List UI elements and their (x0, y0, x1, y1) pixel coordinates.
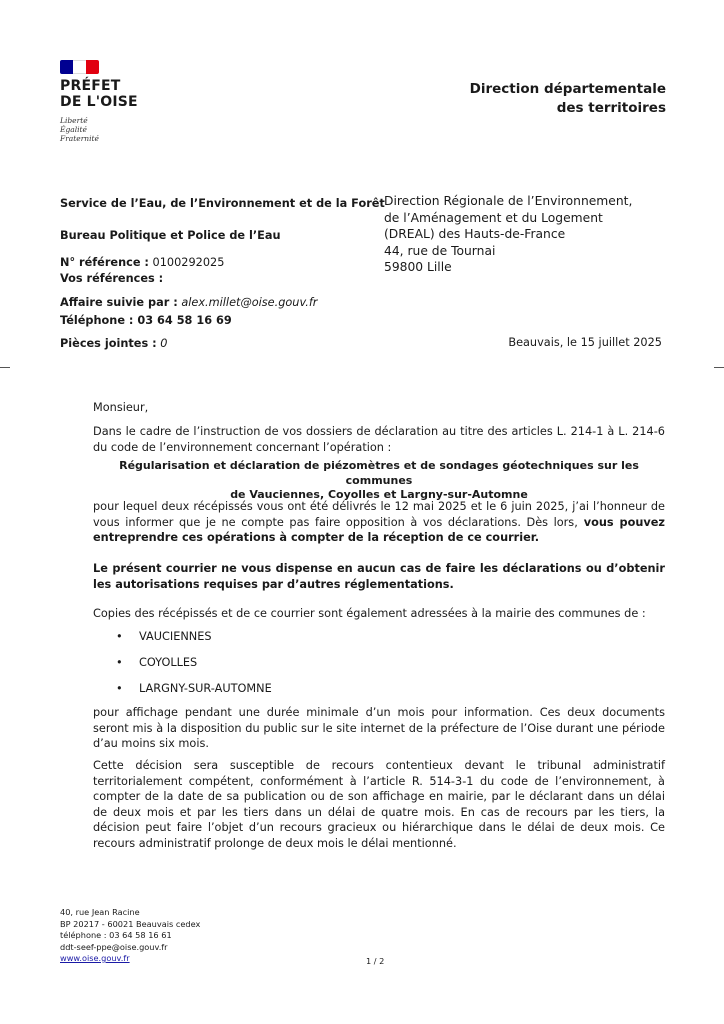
operation-title (93, 459, 665, 503)
affaire-label: Affaire suivie par : (60, 296, 178, 309)
footer-email: ddt-seef-ppe@oise.gouv.fr (60, 941, 168, 952)
attachments-label: Pièces jointes : (60, 337, 157, 350)
fold-mark-left (0, 367, 10, 368)
prefecture-logo-text (60, 78, 138, 110)
page-number: 1 / 2 (366, 956, 385, 966)
marianne-flag-icon (60, 60, 99, 74)
recipient-line-1: Direction Régionale de l’Environnement, (384, 194, 633, 208)
paragraph-appeal: Cette décision sera susceptible de recours contentieux devant le tribunal administratif territorialement compétent, conformément à l’article R. 514-3-1 du code de l’environnement, à compter de la date de sa publication ou de son affichage en mairie, par le déclarant dans un délai de deux mois et par les tiers dans un délai de quatre mois. En cas de recours par les tiers, la décision peut faire l’objet d’un recours gracieux ou hiérarchique dans le délai de deux mois. Ce recours administratif prolonge de deux mois le délai mentionné. (93, 759, 665, 850)
direction-line-2: des territoires (556, 100, 666, 116)
bullet-icon: • (116, 682, 123, 695)
recipient-line-5: 59800 Lille (384, 260, 452, 274)
telephone-value: 03 64 58 16 69 (133, 314, 232, 327)
list-item (116, 630, 212, 643)
attachments-value: 0 (156, 337, 168, 350)
direction-line-1: Direction départementale (469, 81, 666, 97)
commune-name: COYOLLES (139, 656, 198, 669)
footer-postal: BP 20217 - 60021 Beauvais cedex (60, 918, 201, 929)
operation-line-2: de Vauciennes, Coyolles et Largny-sur-Automne (230, 488, 528, 501)
website-link[interactable]: www.oise.gouv.fr (60, 953, 130, 963)
salutation: Monsieur, (93, 401, 149, 414)
issuing-direction (470, 80, 666, 118)
prefet-line-1: PRÉFET (60, 78, 121, 94)
commune-name: VAUCIENNES (139, 630, 212, 643)
telephone-line (60, 313, 232, 328)
footer-phone: téléphone : 03 64 58 16 61 (60, 930, 172, 940)
list-item (116, 682, 272, 695)
prefet-line-2: DE L'OISE (60, 94, 138, 110)
your-references-label: Vos références : (60, 272, 164, 285)
bullet-icon: • (116, 656, 123, 669)
reference-value: 0100292025 (148, 256, 225, 269)
telephone-label: Téléphone : (60, 314, 134, 327)
footer-address (60, 907, 200, 965)
recipient-line-3: (DREAL) des Hauts-de-France (384, 227, 566, 241)
decision-bold-text: vous pouvez entreprendre ces opérations à compter de la réception de ce courrier. (93, 515, 665, 544)
bullet-icon: • (116, 630, 123, 643)
paragraph-decision (93, 499, 665, 546)
decision-text: pour lequel deux récépissés vous ont été délivrés le 12 mai 2025 et le 6 juin 2025, j’ai l’honneur de vous informer que je ne compte pas faire opposition à vos déclarations. Dès lors, (93, 500, 665, 529)
motto-liberte: Liberté (60, 116, 88, 125)
republic-motto (60, 116, 99, 143)
reference-label: N° référence : (60, 256, 149, 269)
commune-name: LARGNY-SUR-AUTOMNE (139, 682, 272, 695)
date-and-place: Beauvais, le 15 juillet 2025 (508, 336, 662, 349)
paragraph-intro: Dans le cadre de l’instruction de vos dossiers de déclaration au titre des articles L. 214-1 à L. 214-6 du code de l’environnement concernant l’opération : (93, 425, 665, 454)
service-name: Service de l’Eau, de l’Environnement et de la Forêt (60, 197, 385, 210)
footer-street: 40, rue Jean Racine (60, 907, 140, 917)
recipient-address (384, 193, 632, 276)
affaire-email: alex.millet@oise.gouv.fr (177, 296, 318, 309)
motto-fraternite: Fraternité (60, 134, 99, 143)
bureau-name: Bureau Politique et Police de l’Eau (60, 229, 281, 242)
paragraph-copies: Copies des récépissés et de ce courrier sont également adressées à la mairie des communes de : (93, 607, 646, 620)
operation-line-1: Régularisation et déclaration de piézomètres et de sondages géotechniques sur les communes (119, 459, 639, 487)
reference-line (60, 255, 224, 270)
paragraph-display: pour affichage pendant une durée minimale d’un mois pour information. Ces deux documents seront mis à la disposition du public sur le site internet de la préfecture de l’Oise durant une période d’au moins six mois. (93, 706, 665, 750)
list-item (116, 656, 197, 669)
attachments-line (60, 336, 167, 351)
recipient-line-4: 44, rue de Tournai (384, 243, 496, 258)
affaire-line (60, 295, 317, 310)
recipient-line-2: de l’Aménagement et du Logement (384, 210, 603, 225)
motto-egalite: Égalité (60, 125, 87, 134)
fold-mark-right (714, 367, 724, 368)
paragraph-other-regulations: Le présent courrier ne vous dispense en aucun cas de faire les déclarations ou d’obtenir les autorisations requises par d’autres réglementations. (93, 562, 665, 591)
